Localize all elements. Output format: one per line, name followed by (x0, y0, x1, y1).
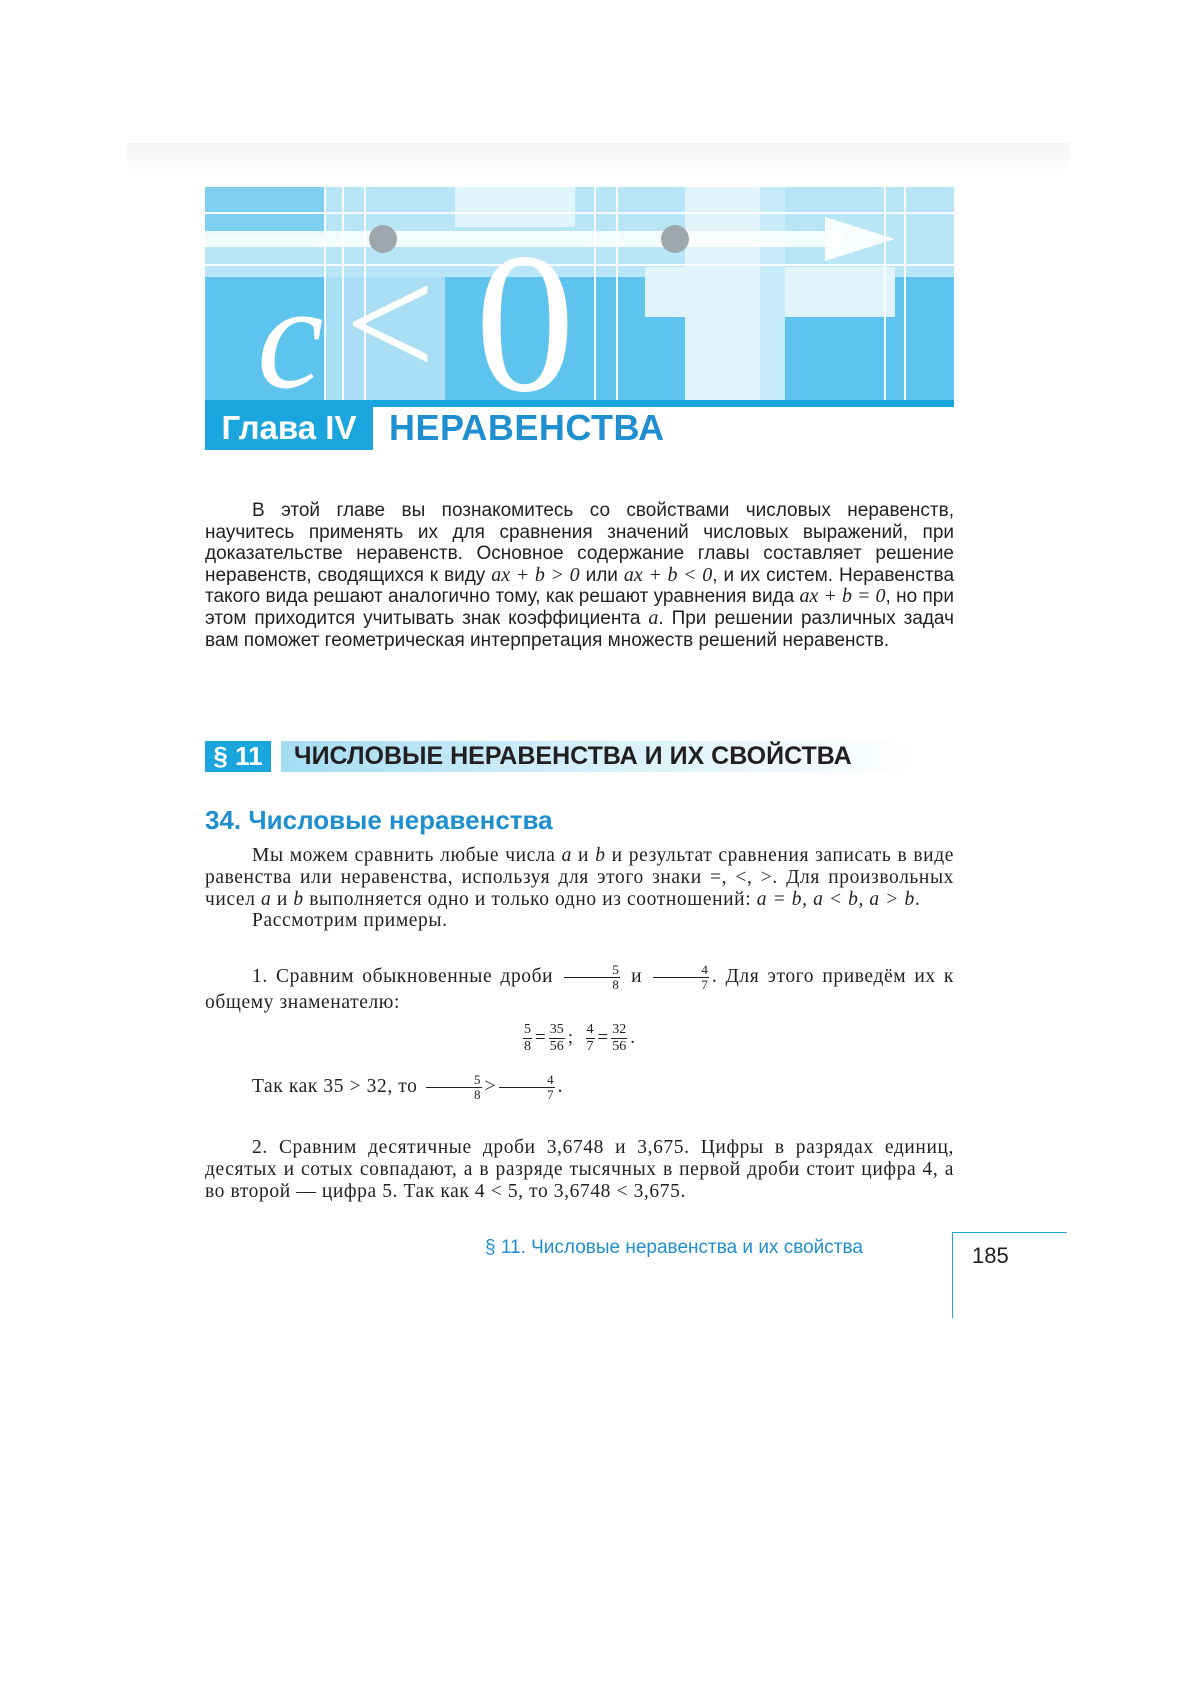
fraction-4-7: $\frac{4}{7}$ (653, 963, 709, 992)
chapter-intro: В этой главе вы познакомитесь со свойствами числовых неравенств, научитесь применять их для сравнения значений числовых выражений, при доказательстве неравенств. Основное содержание главы составляет решение неравенств, сводящихся к виду ax + b > 0 или ax + b < 0, и их систем. Неравенства такого вида решают аналогично тому, как решают уравнения вида ax + b = 0, но при этом приходится учитывать знак коэффициента a. При решении различных задач вам поможет геометрическая интерпретация множеств решений неравенств. (205, 500, 955, 651)
formula-inline: ax + b = 0 (799, 585, 886, 608)
body-paragraph-2: Рассмотрим примеры. (252, 910, 448, 932)
paragraph-title: ЧИСЛОВЫЕ НЕРАВЕНСТВА И ИХ СВОЙСТВА (294, 742, 852, 770)
chapter-label: Глава IV (205, 405, 373, 450)
formula-inline: a (648, 606, 659, 629)
paragraph-badge: § 11 (205, 741, 271, 772)
page-top-shade (127, 143, 1069, 175)
page-number: 185 (972, 1243, 1009, 1268)
formula-inline: ax + b < 0 (623, 563, 713, 586)
chapter-title: НЕРАВЕНСТВА (389, 407, 665, 448)
body-paragraph-3: 1. Сравним обыкновенные дроби $\frac{5}{8}$ и $\frac{4}{7}$ . Для этого приведём их к общему знаменателю: (205, 962, 954, 1013)
display-formula: $\frac{5}{8}$ = $\frac{35}{56}$ ; $\frac{4}{7}$ = $\frac{32}{56}$ . (524, 1022, 635, 1054)
body-paragraph-4: Так как 35 > 32, то $\frac{5}{8}$ > $\frac{4}{7}$ . (252, 1072, 564, 1102)
footer-rule-horizontal (952, 1232, 1067, 1233)
fraction-5-8: $\frac{5}{8}$ (564, 963, 620, 992)
formula-inline: ax + b > 0 (491, 563, 580, 586)
banner-symbol-lt: < (345, 234, 436, 400)
banner-graphic (205, 187, 954, 400)
running-footer-title: § 11. Числовые неравенства и их свойства (485, 1237, 863, 1258)
banner-symbol-c: c (257, 254, 324, 400)
section-title: 34. Числовые неравенства (205, 805, 553, 835)
body-paragraph-5: 2. Сравним десятичные дроби 3,6748 и 3,675. Цифры в разрядах единиц, десятых и сотых совпадают, а в разряде тысячных в первой дроби стоит цифра 4, а во второй — цифра 5. Так как 4 < 5, то 3,6748 < 3,675. (205, 1137, 954, 1202)
banner-symbol-zero: 0 (475, 213, 575, 400)
footer-rule-vertical (952, 1232, 953, 1318)
body-paragraph-1: Мы можем сравнить любые числа a и b и результат сравнения записать в виде равенства или неравенства, используя для этого знаки =, <, >. Для произвольных чисел a и b выполняется одно и только одно из соотношений: a = b, a < b, a > b. Рассмотрим примеры. (205, 845, 954, 932)
chapter-banner-illustration (205, 187, 954, 400)
